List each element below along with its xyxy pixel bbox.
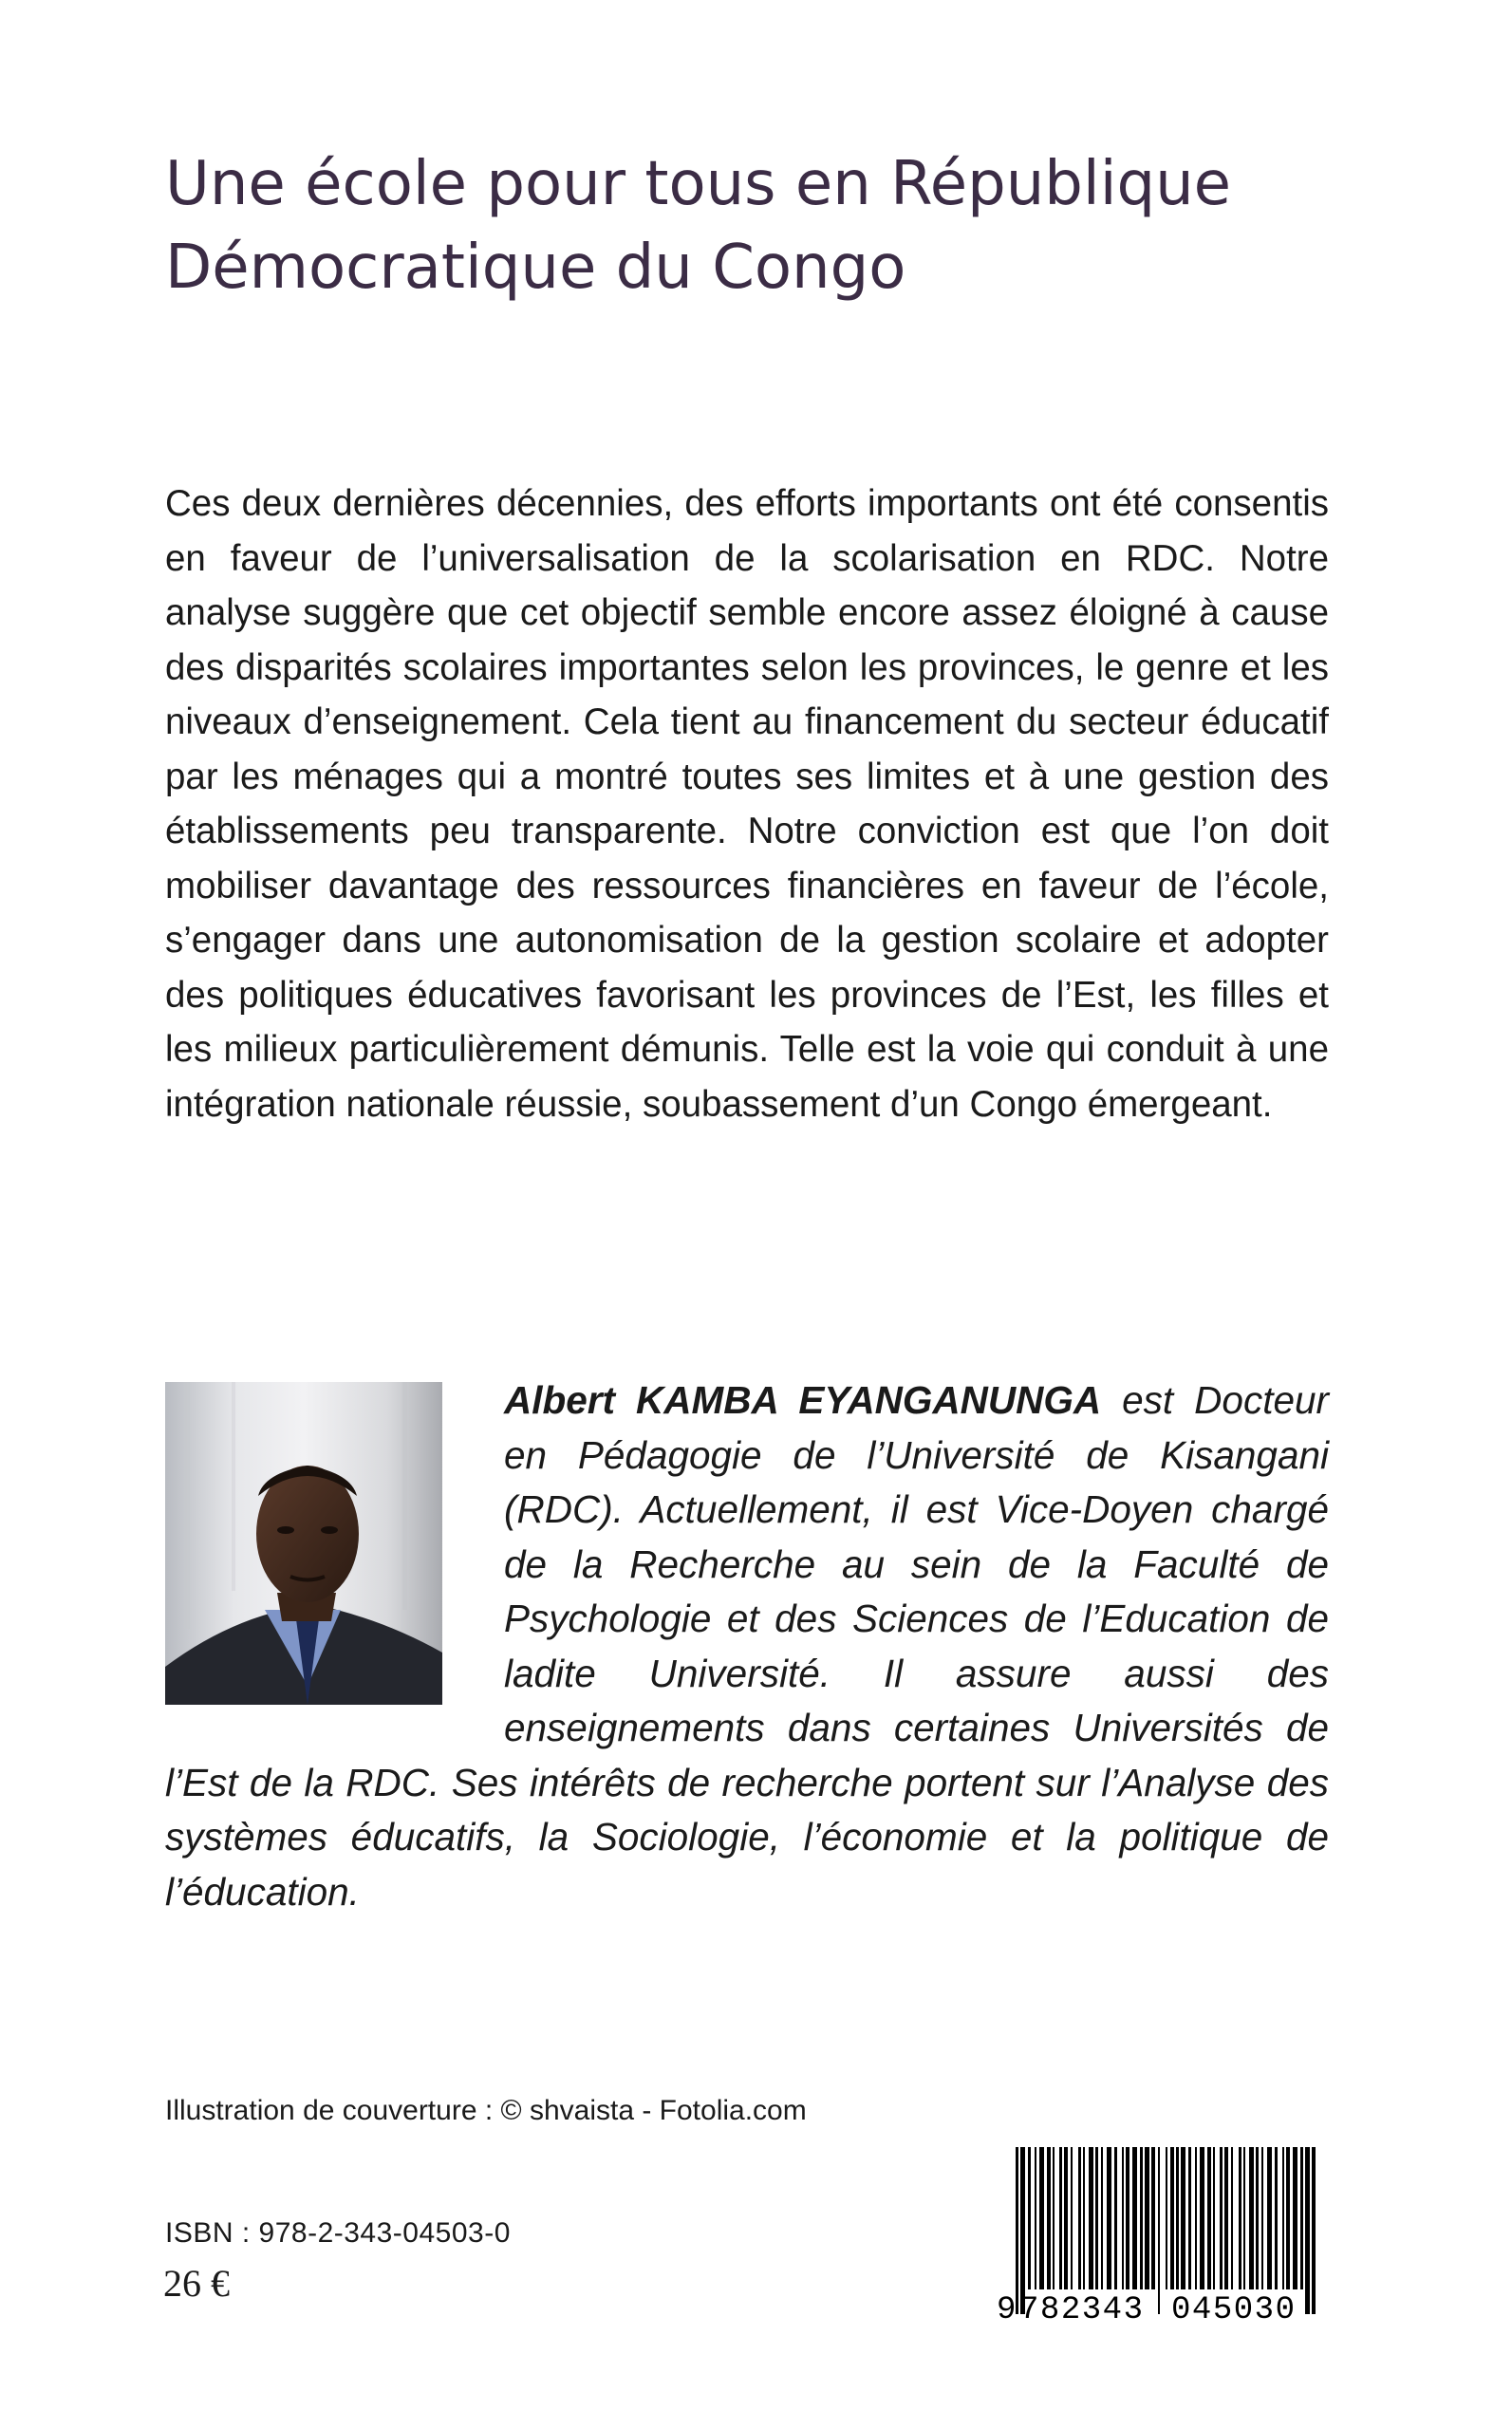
barcode-digits-left: 782343: [1019, 2292, 1143, 2324]
barcode-bar: [1293, 2147, 1297, 2289]
barcode-bar: [1243, 2147, 1245, 2289]
barcode-bar: [1122, 2147, 1124, 2289]
barcode-bar: [1300, 2147, 1303, 2289]
barcode-bar: [1213, 2147, 1215, 2289]
barcode-bar: [1071, 2147, 1073, 2289]
barcode-bar: [1181, 2147, 1185, 2289]
photo-spacer: [165, 1373, 504, 1753]
barcode-bar: [1095, 2147, 1098, 2289]
barcode-digit-first: 9: [997, 2292, 1017, 2324]
barcode-bar: [1239, 2147, 1241, 2289]
barcode-digits-right: 045030: [1171, 2292, 1295, 2324]
barcode-bar: [1305, 2147, 1310, 2314]
barcode-bar: [1170, 2147, 1174, 2289]
barcode-bar: [1114, 2147, 1117, 2289]
barcode-bar: [1020, 2147, 1025, 2314]
barcode-bar: [1028, 2147, 1031, 2289]
barcode-bar: [1261, 2147, 1263, 2289]
barcode-bar: [1195, 2147, 1197, 2289]
barcode-bar: [1166, 2147, 1167, 2289]
barcode-bar: [1140, 2147, 1143, 2289]
barcode-bar: [1047, 2147, 1051, 2289]
barcode-bar: [1188, 2147, 1191, 2289]
barcode-bar: [1200, 2147, 1204, 2289]
price-label: 26 €: [163, 2262, 230, 2305]
author-name: Albert KAMBA EYANGANUNGA: [504, 1378, 1102, 1422]
book-summary: Ces deux dernières décennies, des efforts importants ont été consentis en faveur de l’universalisation de la scolarisation en RDC. Notre analyse suggère que cet objectif semble encore assez éloigné à cause des disparités scolaires importantes selon les provinces, le genre et les niveaux d’enseignement. Cela tient au financement du secteur éducatif par les ménages qui a montré toutes ses limites et à une gestion des établissements peu transparente. Notre conviction est que l’on doit mobiliser davantage des ressources financières en faveur de l’école, s’engager dans une autonomisation de la gestion scolaire et adopter des politiques éducatives favorisant les provinces de l’Est, les filles et les milieux particulièrement démunis. Telle est la voie qui conduit à une intégration nationale réussie, soubassement d’un Congo émergeant.: [165, 483, 1329, 1125]
barcode-bar: [1231, 2147, 1233, 2289]
barcode-bar: [1224, 2147, 1228, 2289]
cover-illustration-credit: Illustration de couverture : © shvaista - Fotolia.com: [165, 2095, 807, 2126]
author-bio-text: est Docteur en Pédagogie de l’Université de Kisangani (RDC). Actuellement, il est Vice-Doyen chargé de la Recherche au sein de la Faculté de Psychologie et des Sciences de l’Education de ladite Université. Il assure aussi des enseignements dans certaines Universités de l’Est de la RDC. Ses intérêts de recherche portent sur l’Analyse des systèmes éducatifs, la Sociologie, l’économie et la politique de l’éducation.: [165, 1378, 1329, 1914]
barcode-bar: [1078, 2147, 1081, 2289]
isbn-label: ISBN : 978-2-343-04503-0: [165, 2217, 511, 2249]
barcode-bar: [1039, 2147, 1044, 2289]
book-title-line-2: Démocratique du Congo: [165, 233, 906, 303]
barcode-bar: [1064, 2147, 1068, 2289]
barcode-bar: [1083, 2147, 1085, 2289]
barcode-bar: [1282, 2147, 1284, 2289]
barcode-bar: [1035, 2147, 1036, 2289]
isbn-barcode: [995, 2141, 1329, 2324]
barcode-bar: [1059, 2147, 1062, 2289]
barcode-bar: [1145, 2147, 1149, 2289]
barcode-bar: [1176, 2147, 1179, 2289]
barcode-bar: [1107, 2147, 1111, 2289]
barcode-bar: [1132, 2147, 1137, 2289]
book-title: [165, 142, 1352, 309]
barcode-bar: [1101, 2147, 1103, 2289]
barcode-bar: [1275, 2147, 1278, 2289]
barcode-bar: [1267, 2147, 1272, 2289]
barcode-bar: [1207, 2147, 1211, 2289]
book-title-line-1: Une école pour tous en République: [165, 149, 1232, 219]
barcode-bar: [1158, 2147, 1160, 2314]
barcode-bar: [1016, 2147, 1018, 2314]
barcode-bar: [1126, 2147, 1129, 2289]
barcode-bar: [1220, 2147, 1223, 2289]
barcode-bars: [1016, 2147, 1316, 2314]
barcode-bar: [1312, 2147, 1316, 2314]
barcode-bar: [1256, 2147, 1259, 2289]
author-bio: [165, 1373, 1329, 1919]
barcode-bar: [1286, 2147, 1290, 2289]
barcode-bar: [1089, 2147, 1093, 2289]
barcode-bar: [1053, 2147, 1055, 2289]
barcode-bar: [1249, 2147, 1254, 2289]
barcode-bar: [1151, 2147, 1155, 2289]
